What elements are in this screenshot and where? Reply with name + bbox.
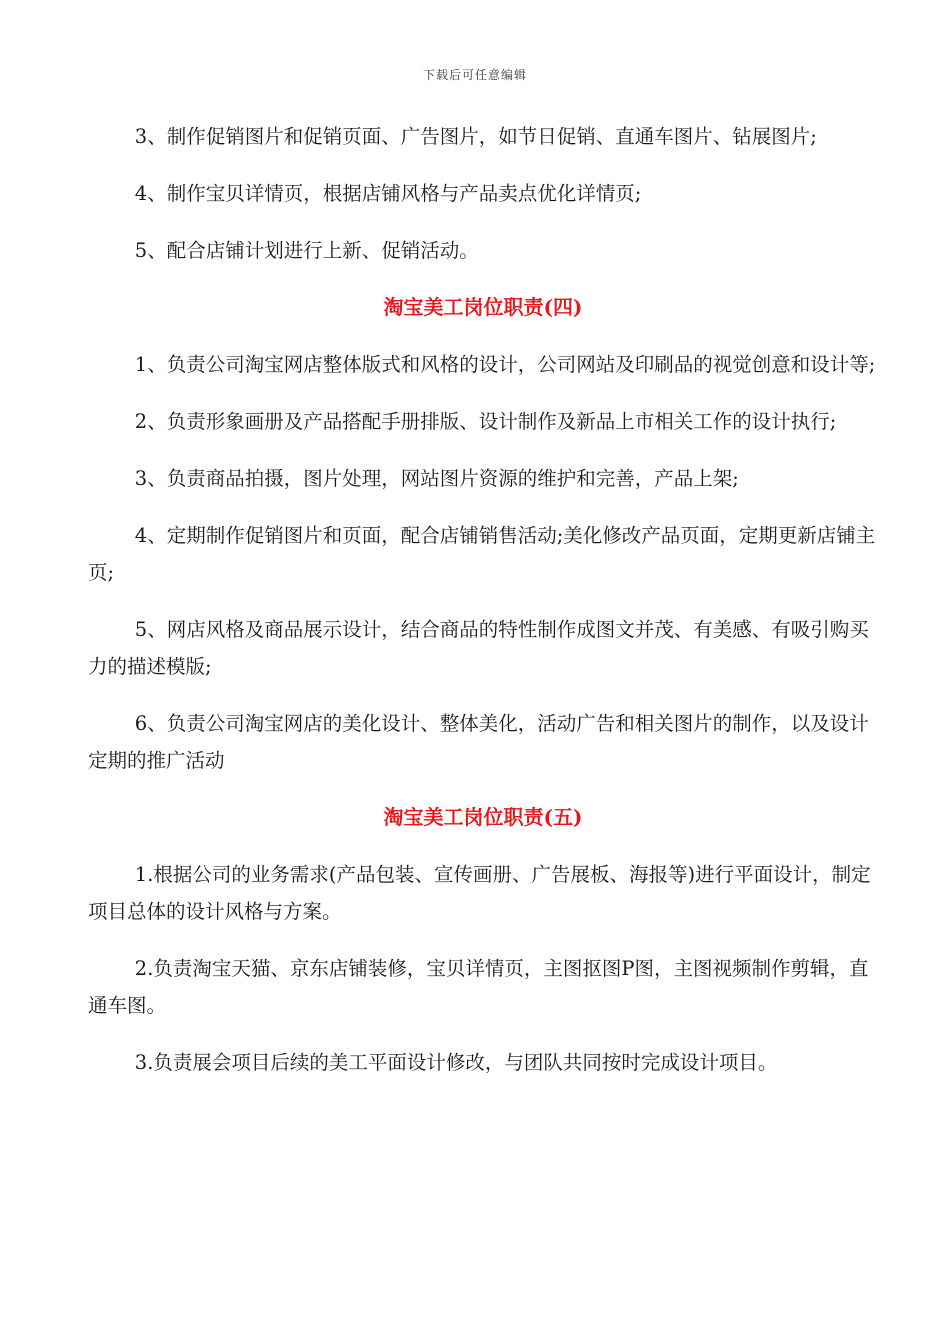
section-5-item-2: 2.负责淘宝天猫、京东店铺装修，宝贝详情页，主图抠图P图，主图视频制作剪辑，直通车图。: [88, 957, 869, 1017]
section-4-item-6: 6、负责公司淘宝网店的美化设计、整体美化，活动广告和相关图片的制作，以及设计定期的推广活动: [88, 712, 869, 772]
section-4-title: 淘宝美工岗位职责(四): [383, 295, 583, 319]
paragraph-prev-4: 4、制作宝贝详情页，根据店铺风格与产品卖点优化详情页;: [134, 182, 642, 205]
section-5-title: 淘宝美工岗位职责(五): [383, 805, 583, 829]
section-4-item-5: 5、网店风格及商品展示设计，结合商品的特性制作成图文并茂、有美感、有吸引购买力的描述模版;: [88, 618, 869, 678]
section-5-item-3: 3.负责展会项目后续的美工平面设计修改，与团队共同按时完成设计项目。: [134, 1051, 778, 1074]
section-4-item-4: 4、定期制作促销图片和页面，配合店铺销售活动;美化修改产品页面，定期更新店铺主页;: [88, 524, 876, 584]
section-4-item-3: 3、负责商品拍摄，图片处理，网站图片资源的维护和完善，产品上架;: [134, 467, 739, 490]
section-4-item-2: 2、负责形象画册及产品搭配手册排版、设计制作及新品上市相关工作的设计执行;: [134, 410, 837, 433]
section-5-item-1: 1.根据公司的业务需求(产品包装、宣传画册、广告展板、海报等)进行平面设计，制定项目总体的设计风格与方案。: [88, 863, 871, 923]
document-body: [88, 118, 878, 1081]
page-header-note: 下载后可任意编辑: [422, 68, 527, 82]
section-4-item-1: 1、负责公司淘宝网店整体版式和风格的设计，公司网站及印刷品的视觉创意和设计等;: [134, 353, 876, 376]
paragraph-prev-5: 5、配合店铺计划进行上新、促销活动。: [134, 239, 479, 262]
paragraph-prev-3: 3、制作促销图片和促销页面、广告图片，如节日促销、直通车图片、钻展图片;: [134, 125, 817, 148]
